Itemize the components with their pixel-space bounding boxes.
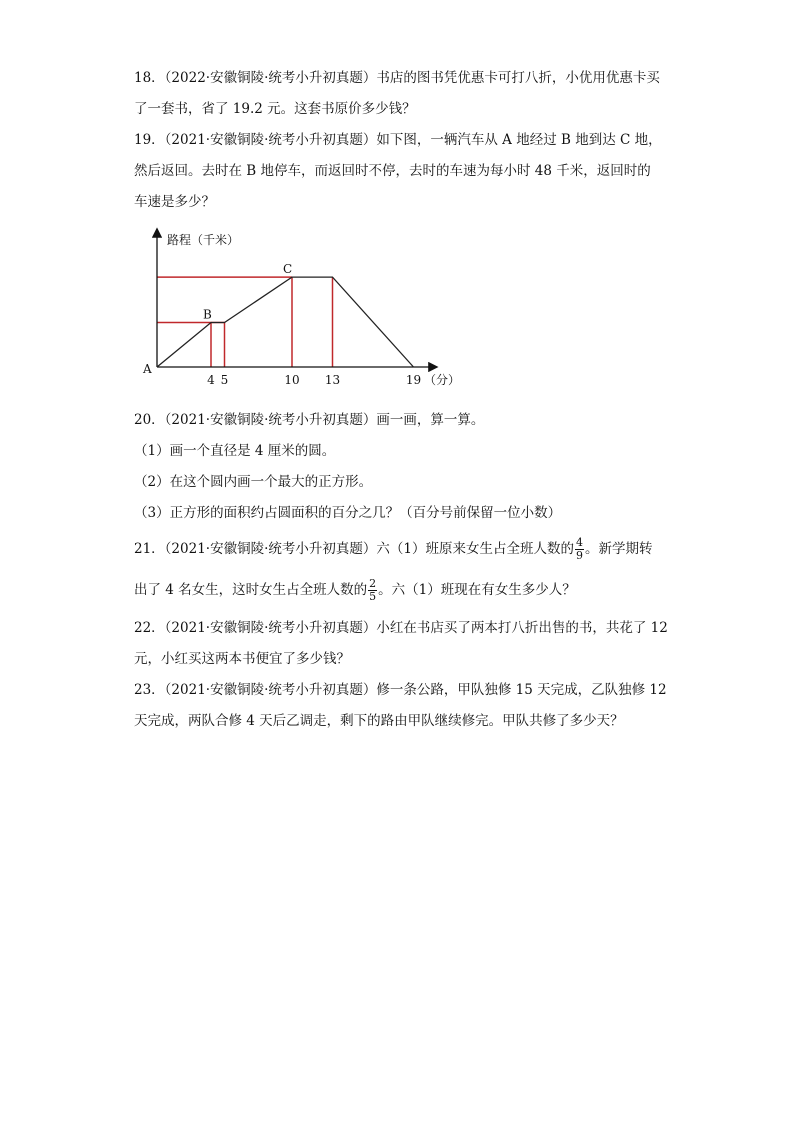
x-tick-13: 13 (324, 373, 341, 387)
frac2-numerator: 2 (369, 577, 377, 590)
q22-line-1: 22．（2021·安徽铜陵·统考小升初真题）小红在书店买了两本打八折出售的书，共花了 12 (134, 620, 668, 636)
q23-line-2: 天完成，两队合修 4 天后乙调走，剩下的路由甲队继续修完。甲队共修了多少天？ (134, 713, 624, 729)
q21-text-1a: 21．（2021·安徽铜陵·统考小升初真题）六（1）班原来女生占全班人数的 (134, 541, 574, 557)
q22-line-2: 元，小红买这两本书便宜了多少钱？ (134, 651, 350, 667)
frac1-numerator: 4 (575, 536, 583, 549)
q18-line-2: 了一套书，省了 19.2 元。这套书原价多少钱？ (134, 101, 416, 117)
x-tick-4: 4 (207, 373, 215, 387)
q21-line-2 (134, 578, 576, 603)
q20-line-1: 20．（2021·安徽铜陵·统考小升初真题）画一画，算一算。 (134, 412, 485, 428)
q19-line-3: 车速是多少？ (134, 194, 215, 210)
fraction-two-fifths (368, 578, 377, 603)
q20-line-4: （3）正方形的面积约占圆面积的百分之几？（百分号前保留一位小数） (134, 505, 562, 521)
q21-line-1 (134, 537, 652, 562)
q21-text-2b: 。六（1）班现在有女生多少人？ (378, 582, 576, 598)
frac1-denominator: 9 (575, 549, 583, 562)
q21-text-2a: 出了 4 名女生，这时女生占全班人数的 (134, 582, 368, 598)
point-label-C: C (283, 262, 293, 277)
frac2-denominator: 5 (369, 590, 377, 603)
distance-time-chart (130, 220, 460, 392)
q19-line-2: 然后返回。去时在 B 地停车，而返回时不停，去时的车速为每小时 48 千米，返回时的 (134, 163, 651, 179)
q19-line-1: 19．（2021·安徽铜陵·统考小升初真题）如下图，一辆汽车从 A 地经过 B 地到达 C 地， (134, 132, 662, 148)
y-axis-label: 路程（千米） (167, 233, 240, 247)
q18-line-1: 18．（2022·安徽铜陵·统考小升初真题）书店的图书凭优惠卡可打八折，小优用优惠卡买 (134, 70, 660, 86)
x-tick-19: 19 (405, 373, 422, 387)
q23-line-1: 23．（2021·安徽铜陵·统考小升初真题）修一条公路，甲队独修 15 天完成，乙队独修 12 (134, 682, 667, 698)
q20-line-3: （2）在这个圆内画一个最大的正方形。 (134, 474, 373, 490)
x-tick-10: 10 (284, 373, 300, 387)
q20-line-2: （1）画一个直径是 4 厘米的圆。 (134, 443, 336, 459)
point-label-B: B (203, 307, 212, 322)
fraction-four-ninths (575, 537, 584, 562)
x-tick-5: 5 (220, 373, 229, 387)
q21-text-1b: 。新学期转 (584, 541, 653, 557)
point-label-A: A (143, 362, 152, 376)
x-axis-unit: （分） (424, 373, 460, 387)
